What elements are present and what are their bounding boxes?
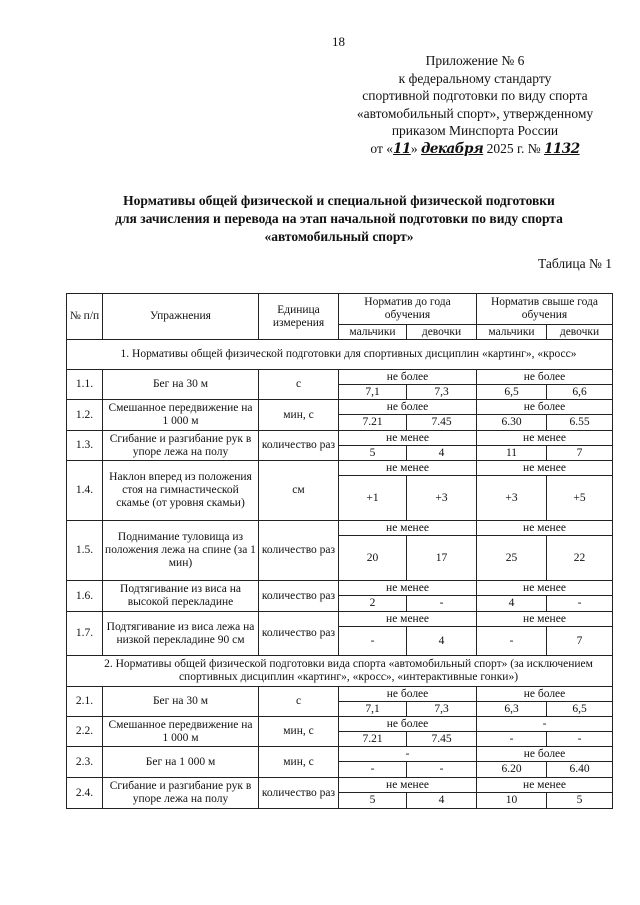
girls-value: 6,5: [547, 702, 613, 717]
unit: с: [259, 370, 339, 400]
header-group-1: Норматив до года обучения: [339, 294, 477, 325]
boys-value: 7.21: [339, 732, 407, 747]
exercise-name: Сгибание и разгибание рук в упоре лежа на полу: [103, 431, 259, 461]
exercise-name: Бег на 30 м: [103, 370, 259, 400]
appendix-block: [330, 52, 620, 158]
boys-value: 7.21: [339, 415, 407, 431]
girls-value: 4: [407, 446, 477, 461]
header-boys: мальчики: [339, 325, 407, 340]
boys-value: 10: [477, 793, 547, 809]
date-mid: »: [410, 140, 421, 156]
document-title: [66, 192, 612, 246]
table-row: [67, 581, 613, 596]
table-row: [67, 521, 613, 536]
girls-value: 6.40: [547, 762, 613, 778]
appendix-line: к федеральному стандарту: [398, 70, 552, 86]
girls-value: 17: [407, 536, 477, 581]
norm-type-2: не менее: [477, 461, 613, 476]
boys-value: 6,5: [477, 385, 547, 400]
header-unit: Единица измерения: [259, 294, 339, 340]
table-row: [67, 778, 613, 793]
date-prefix: от «: [370, 140, 394, 156]
header-num: № п/п: [67, 294, 103, 340]
boys-value: +1: [339, 476, 407, 521]
table-label: Таблица № 1: [538, 256, 612, 271]
table-row: [67, 747, 613, 762]
norm-type-1: не менее: [339, 612, 477, 627]
norm-type-2: не более: [477, 687, 613, 702]
unit: количество раз: [259, 521, 339, 581]
row-number: 1.7.: [67, 612, 103, 656]
girls-value: 6.55: [547, 415, 613, 431]
row-number: 2.4.: [67, 778, 103, 809]
unit: количество раз: [259, 431, 339, 461]
boys-value: 25: [477, 536, 547, 581]
norm-type-1: не более: [339, 400, 477, 415]
exercise-name: Подтягивание из виса лежа на низкой перекладине 90 см: [103, 612, 259, 656]
norm-type-1: -: [339, 747, 477, 762]
girls-value: 7.45: [407, 732, 477, 747]
norms-table: [66, 293, 613, 809]
table-row: [67, 612, 613, 627]
row-number: 2.1.: [67, 687, 103, 717]
header-girls: девочки: [407, 325, 477, 340]
boys-value: -: [339, 762, 407, 778]
girls-value: +3: [407, 476, 477, 521]
boys-value: 6.20: [477, 762, 547, 778]
exercise-name: Наклон вперед из положения стоя на гимнастической скамье (от уровня скамьи): [103, 461, 259, 521]
table-row: [67, 687, 613, 702]
girls-value: 5: [547, 793, 613, 809]
girls-value: -: [547, 596, 613, 612]
table-row: [67, 717, 613, 732]
boys-value: -: [339, 627, 407, 656]
section-heading: 2. Нормативы общей физической подготовки вида спорта «автомобильный спорт» (за исключением спортивных дисциплин «картинг», «кросс», «интерактивные гонки»): [67, 656, 613, 687]
norm-type-1: не менее: [339, 461, 477, 476]
exercise-name: Бег на 1 000 м: [103, 747, 259, 778]
exercise-name: Подтягивание из виса на высокой перекладине: [103, 581, 259, 612]
norm-type-2: -: [477, 717, 613, 732]
girls-value: 7,3: [407, 385, 477, 400]
girls-value: 22: [547, 536, 613, 581]
unit: количество раз: [259, 612, 339, 656]
section-heading: 1. Нормативы общей физической подготовки для спортивных дисциплин «картинг», «кросс»: [67, 340, 613, 370]
exercise-name: Бег на 30 м: [103, 687, 259, 717]
norm-type-2: не менее: [477, 612, 613, 627]
boys-value: 20: [339, 536, 407, 581]
unit: см: [259, 461, 339, 521]
row-number: 1.4.: [67, 461, 103, 521]
unit: мин, с: [259, 400, 339, 431]
exercise-name: Сгибание и разгибание рук в упоре лежа на полу: [103, 778, 259, 809]
norm-type-2: не более: [477, 747, 613, 762]
boys-value: 6,3: [477, 702, 547, 717]
boys-value: 5: [339, 793, 407, 809]
girls-value: -: [407, 596, 477, 612]
norm-type-2: не более: [477, 400, 613, 415]
girls-value: 7: [547, 446, 613, 461]
girls-value: 7: [547, 627, 613, 656]
norm-type-1: не более: [339, 370, 477, 385]
girls-value: -: [407, 762, 477, 778]
norm-type-2: не менее: [477, 431, 613, 446]
norm-type-2: не менее: [477, 778, 613, 793]
table-row: [67, 431, 613, 446]
exercise-name: Смешанное передвижение на 1 000 м: [103, 400, 259, 431]
handwritten-day: 11: [393, 140, 411, 157]
girls-value: +5: [547, 476, 613, 521]
boys-value: -: [477, 732, 547, 747]
boys-value: 6.30: [477, 415, 547, 431]
table-row: [67, 370, 613, 385]
girls-value: 6,6: [547, 385, 613, 400]
header-girls: девочки: [547, 325, 613, 340]
appendix-line: «автомобильный спорт», утвержденному: [356, 105, 594, 121]
boys-value: 2: [339, 596, 407, 612]
boys-value: 5: [339, 446, 407, 461]
girls-value: 7,3: [407, 702, 477, 717]
boys-value: 11: [477, 446, 547, 461]
boys-value: 4: [477, 596, 547, 612]
girls-value: 7.45: [407, 415, 477, 431]
title-line: для зачисления и перевода на этап начальной подготовки по виду спорта: [115, 211, 563, 226]
norm-type-1: не менее: [339, 431, 477, 446]
boys-value: 7,1: [339, 385, 407, 400]
norm-type-1: не менее: [339, 521, 477, 536]
appendix-line: Приложение № 6: [425, 53, 525, 68]
unit: с: [259, 687, 339, 717]
norm-type-1: не менее: [339, 778, 477, 793]
appendix-line: приказом Минспорта России: [391, 123, 559, 138]
exercise-name: Смешанное передвижение на 1 000 м: [103, 717, 259, 747]
title-line: «автомобильный спорт»: [264, 229, 414, 244]
boys-value: +3: [477, 476, 547, 521]
row-number: 1.3.: [67, 431, 103, 461]
unit: количество раз: [259, 778, 339, 809]
row-number: 1.1.: [67, 370, 103, 400]
girls-value: 4: [407, 793, 477, 809]
norm-type-2: не более: [477, 370, 613, 385]
row-number: 1.5.: [67, 521, 103, 581]
boys-value: -: [477, 627, 547, 656]
girls-value: 4: [407, 627, 477, 656]
norm-type-2: не менее: [477, 521, 613, 536]
row-number: 1.6.: [67, 581, 103, 612]
order-date-line: [330, 140, 620, 159]
norm-type-1: не менее: [339, 581, 477, 596]
row-number: 2.3.: [67, 747, 103, 778]
handwritten-month: декабря: [420, 140, 484, 157]
row-number: 1.2.: [67, 400, 103, 431]
girls-value: -: [547, 732, 613, 747]
boys-value: 7,1: [339, 702, 407, 717]
unit: количество раз: [259, 581, 339, 612]
date-year: 2025 г. №: [483, 140, 545, 156]
norm-type-1: не более: [339, 687, 477, 702]
unit: мин, с: [259, 717, 339, 747]
norm-type-1: не более: [339, 717, 477, 732]
exercise-name: Поднимание туловища из положения лежа на спине (за 1 мин): [103, 521, 259, 581]
page-number: 18: [332, 34, 345, 49]
header-exercise: Упражнения: [103, 294, 259, 340]
norm-type-2: не менее: [477, 581, 613, 596]
row-number: 2.2.: [67, 717, 103, 747]
handwritten-order-number: 1132: [544, 140, 580, 157]
header-group-2: Норматив свыше года обучения: [477, 294, 613, 325]
table-row: [67, 400, 613, 415]
unit: мин, с: [259, 747, 339, 778]
title-line: Нормативы общей физической и специальной физической подготовки: [123, 193, 555, 208]
table-row: [67, 461, 613, 476]
appendix-line: спортивной подготовки по виду спорта: [362, 88, 588, 103]
header-boys: мальчики: [477, 325, 547, 340]
